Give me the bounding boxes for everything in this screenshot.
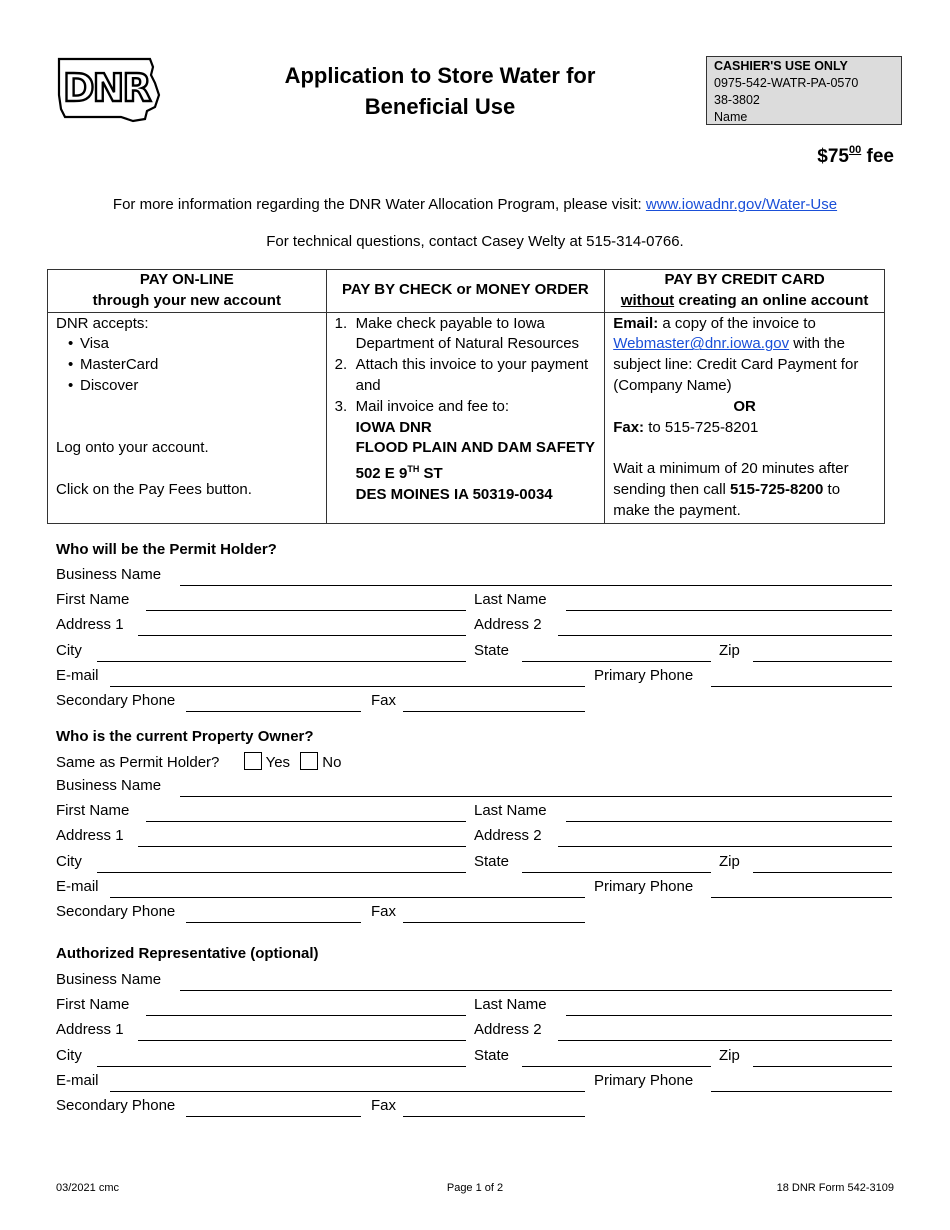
address-line-2: FLOOD PLAIN AND DAM SAFETY: [355, 439, 596, 457]
email-label: Email:: [613, 314, 659, 332]
email-rest: with the subject line: Credit Card Payment for (Company Name): [613, 335, 859, 394]
title-line-2: Beneficial Use: [364, 94, 516, 119]
pay-check-cell: [326, 312, 605, 523]
check-step-1: [335, 314, 597, 356]
info-line-contact: For technical questions, contact Casey Welty at 515-314-0766.: [266, 233, 684, 250]
pay-card-title: PAY BY CREDIT CARD: [664, 271, 825, 288]
zip-field[interactable]: [753, 1066, 892, 1067]
first-name-field[interactable]: [146, 821, 466, 822]
pay-online-title: PAY ON-LINE: [139, 271, 234, 288]
secondary-phone-field[interactable]: [186, 711, 361, 712]
secondary-phone-label: Secondary Phone: [56, 1097, 176, 1114]
or-divider: OR: [733, 397, 756, 415]
secondary-phone-field[interactable]: [186, 1116, 361, 1117]
state-label: State: [474, 1046, 510, 1064]
cashier-heading: CASHIER'S USE ONLY: [714, 59, 848, 73]
step-number: 1.: [334, 314, 348, 332]
address-1-label: Address 1: [56, 1021, 124, 1039]
card-list: [68, 334, 318, 396]
representative-heading: Authorized Representative (optional): [56, 945, 319, 962]
step-number: 3.: [334, 397, 348, 415]
fax-instructions: [613, 418, 876, 439]
city-label: City: [56, 1046, 82, 1064]
address-st: ST: [419, 465, 443, 483]
first-name-label: First Name: [56, 591, 130, 609]
zip-field[interactable]: [753, 872, 892, 873]
secondary-phone-label: Secondary Phone: [56, 903, 176, 920]
primary-phone-label: Primary Phone: [594, 877, 694, 895]
first-name-field[interactable]: [146, 610, 466, 611]
fax-label: Fax: [371, 1097, 397, 1114]
address-line-3: [356, 459, 597, 485]
business-name-field[interactable]: [180, 796, 892, 797]
secondary-phone-field[interactable]: [186, 922, 361, 923]
yes-checkbox[interactable]: [244, 752, 262, 770]
cashier-box: [706, 56, 902, 125]
info-text: For more information regarding the DNR Water Allocation Program, please visit:: [112, 196, 642, 213]
city-label: City: [56, 641, 82, 659]
zip-label: Zip: [719, 1046, 740, 1064]
footer-date: 03/2021 cmc: [56, 1182, 119, 1194]
address-2-label: Address 2: [474, 827, 542, 845]
address-ordinal: TH: [407, 464, 420, 475]
no-checkbox[interactable]: [300, 752, 318, 770]
city-field[interactable]: [97, 872, 466, 873]
step-number: 2.: [334, 356, 348, 374]
fax-label: Fax: [371, 903, 397, 920]
address-line-4: DES MOINES IA 50319-0034: [355, 485, 553, 503]
email-label: E-mail: [56, 666, 99, 684]
fax-field[interactable]: [403, 711, 585, 712]
email-instructions: [613, 314, 876, 397]
address-2-label: Address 2: [474, 616, 542, 634]
fax-label: Fax: [371, 692, 397, 709]
last-name-field[interactable]: [566, 821, 892, 822]
cashier-name: Name: [714, 110, 748, 124]
business-name-label: Business Name: [56, 971, 162, 988]
business-name-field[interactable]: [180, 990, 892, 991]
cashier-account: 38-3802: [714, 93, 760, 107]
step-text: Attach this invoice to your payment and: [355, 356, 589, 394]
primary-phone-label: Primary Phone: [594, 1071, 694, 1089]
pay-card-subtitle-rest: creating an online account: [674, 291, 869, 309]
pay-card-cell: [605, 312, 885, 523]
address-street: 502 E 9: [355, 465, 408, 483]
fee-label: fee: [866, 146, 894, 167]
card-visa: • Visa: [68, 334, 318, 355]
last-name-label: Last Name: [474, 996, 547, 1014]
first-name-field[interactable]: [146, 1015, 466, 1016]
page-title: [250, 60, 630, 122]
primary-phone-field[interactable]: [711, 1091, 892, 1092]
email-text: a copy of the invoice to: [658, 314, 816, 332]
pay-card-subtitle: [609, 291, 880, 312]
wait-rest: to make the payment.: [613, 481, 841, 519]
info-line-website: [0, 196, 950, 213]
last-name-field[interactable]: [566, 1015, 892, 1016]
fee-cents: 00: [849, 144, 862, 156]
card-mastercard: • MasterCard: [68, 355, 318, 376]
fee-dollars: $75: [817, 146, 849, 167]
primary-phone-label: Primary Phone: [594, 666, 694, 684]
no-label: No: [322, 754, 342, 771]
last-name-label: Last Name: [474, 802, 547, 820]
cashier-code: 0975-542-WATR-PA-0570: [714, 76, 859, 90]
logo-text: DNR: [63, 66, 150, 110]
same-as-label: Same as Permit Holder?: [56, 754, 220, 771]
address-1-label: Address 1: [56, 827, 124, 845]
check-steps: [335, 314, 597, 418]
fax-field[interactable]: [403, 922, 585, 923]
accepts-label: DNR accepts:: [56, 314, 149, 332]
business-name-field[interactable]: [180, 585, 892, 586]
pay-check-header: PAY BY CHECK or MONEY ORDER: [326, 270, 605, 313]
address-2-label: Address 2: [474, 1021, 542, 1039]
zip-field[interactable]: [753, 661, 892, 662]
fax-label: Fax:: [613, 418, 645, 436]
address-line-1: IOWA DNR: [355, 418, 432, 436]
payment-options-table: [47, 269, 885, 524]
online-step-pay: Click on the Pay Fees button.: [56, 480, 252, 498]
fax-field[interactable]: [403, 1116, 585, 1117]
fax-text: to 515-725-8201: [644, 418, 759, 436]
card-discover: • Discover: [68, 376, 318, 397]
check-step-2: [335, 355, 597, 397]
online-step-login: Log onto your account.: [56, 438, 209, 456]
dnr-logo: [55, 55, 163, 127]
zip-label: Zip: [719, 852, 740, 870]
title-line-1: Application to Store Water for: [284, 63, 596, 88]
city-field[interactable]: [97, 1066, 466, 1067]
city-label: City: [56, 852, 82, 870]
step-text: Mail invoice and fee to:: [355, 397, 510, 415]
state-field[interactable]: [522, 661, 711, 662]
first-name-label: First Name: [56, 802, 130, 820]
webmaster-email-link[interactable]: Webmaster@dnr.iowa.gov: [613, 335, 790, 353]
email-label: E-mail: [56, 877, 99, 895]
check-step-3: [335, 397, 597, 418]
pay-online-subtitle: through your new account: [92, 291, 281, 309]
yes-label: Yes: [265, 754, 291, 771]
footer-page: Page 1 of 2: [446, 1182, 504, 1194]
secondary-phone-label: Secondary Phone: [56, 692, 176, 709]
business-name-label: Business Name: [56, 566, 162, 583]
first-name-label: First Name: [56, 996, 130, 1014]
state-label: State: [474, 852, 510, 870]
fee-amount: [817, 146, 894, 168]
owner-heading: Who is the current Property Owner?: [56, 728, 314, 745]
primary-phone-field[interactable]: [711, 686, 892, 687]
address-2-field[interactable]: [558, 635, 892, 636]
footer-form-number: 18 DNR Form 542-3109: [776, 1182, 894, 1194]
zip-label: Zip: [719, 641, 740, 659]
wait-text: Wait a minimum of 20 minutes after sending then call: [613, 460, 849, 499]
step-text: Make check payable to Iowa Department of Natural Resources: [355, 314, 580, 353]
state-field[interactable]: [522, 872, 711, 873]
address-1-field[interactable]: [138, 846, 466, 847]
email-field[interactable]: [110, 1091, 585, 1092]
last-name-label: Last Name: [474, 591, 547, 609]
address-1-field[interactable]: [138, 1040, 466, 1041]
email-label: E-mail: [56, 1071, 99, 1089]
address-1-field[interactable]: [138, 635, 466, 636]
address-2-field[interactable]: [558, 846, 892, 847]
wait-instructions: [613, 459, 876, 521]
email-field[interactable]: [110, 897, 585, 898]
email-field[interactable]: [110, 686, 585, 687]
state-field[interactable]: [522, 1066, 711, 1067]
pay-card-without: without: [620, 291, 675, 309]
same-as-row: [56, 752, 341, 771]
address-1-label: Address 1: [56, 616, 124, 634]
permit-holder-heading: Who will be the Permit Holder?: [56, 541, 277, 558]
mailing-address: [335, 418, 597, 506]
payment-phone: 515-725-8200: [729, 481, 824, 499]
water-use-link[interactable]: www.iowadnr.gov/Water-Use: [645, 196, 838, 213]
pay-online-cell: [48, 312, 327, 523]
state-label: State: [474, 641, 510, 659]
primary-phone-field[interactable]: [711, 897, 892, 898]
city-field[interactable]: [97, 661, 466, 662]
last-name-field[interactable]: [566, 610, 892, 611]
business-name-label: Business Name: [56, 777, 162, 794]
address-2-field[interactable]: [558, 1040, 892, 1041]
pay-online-header: [48, 270, 327, 313]
pay-card-header: [605, 270, 885, 313]
